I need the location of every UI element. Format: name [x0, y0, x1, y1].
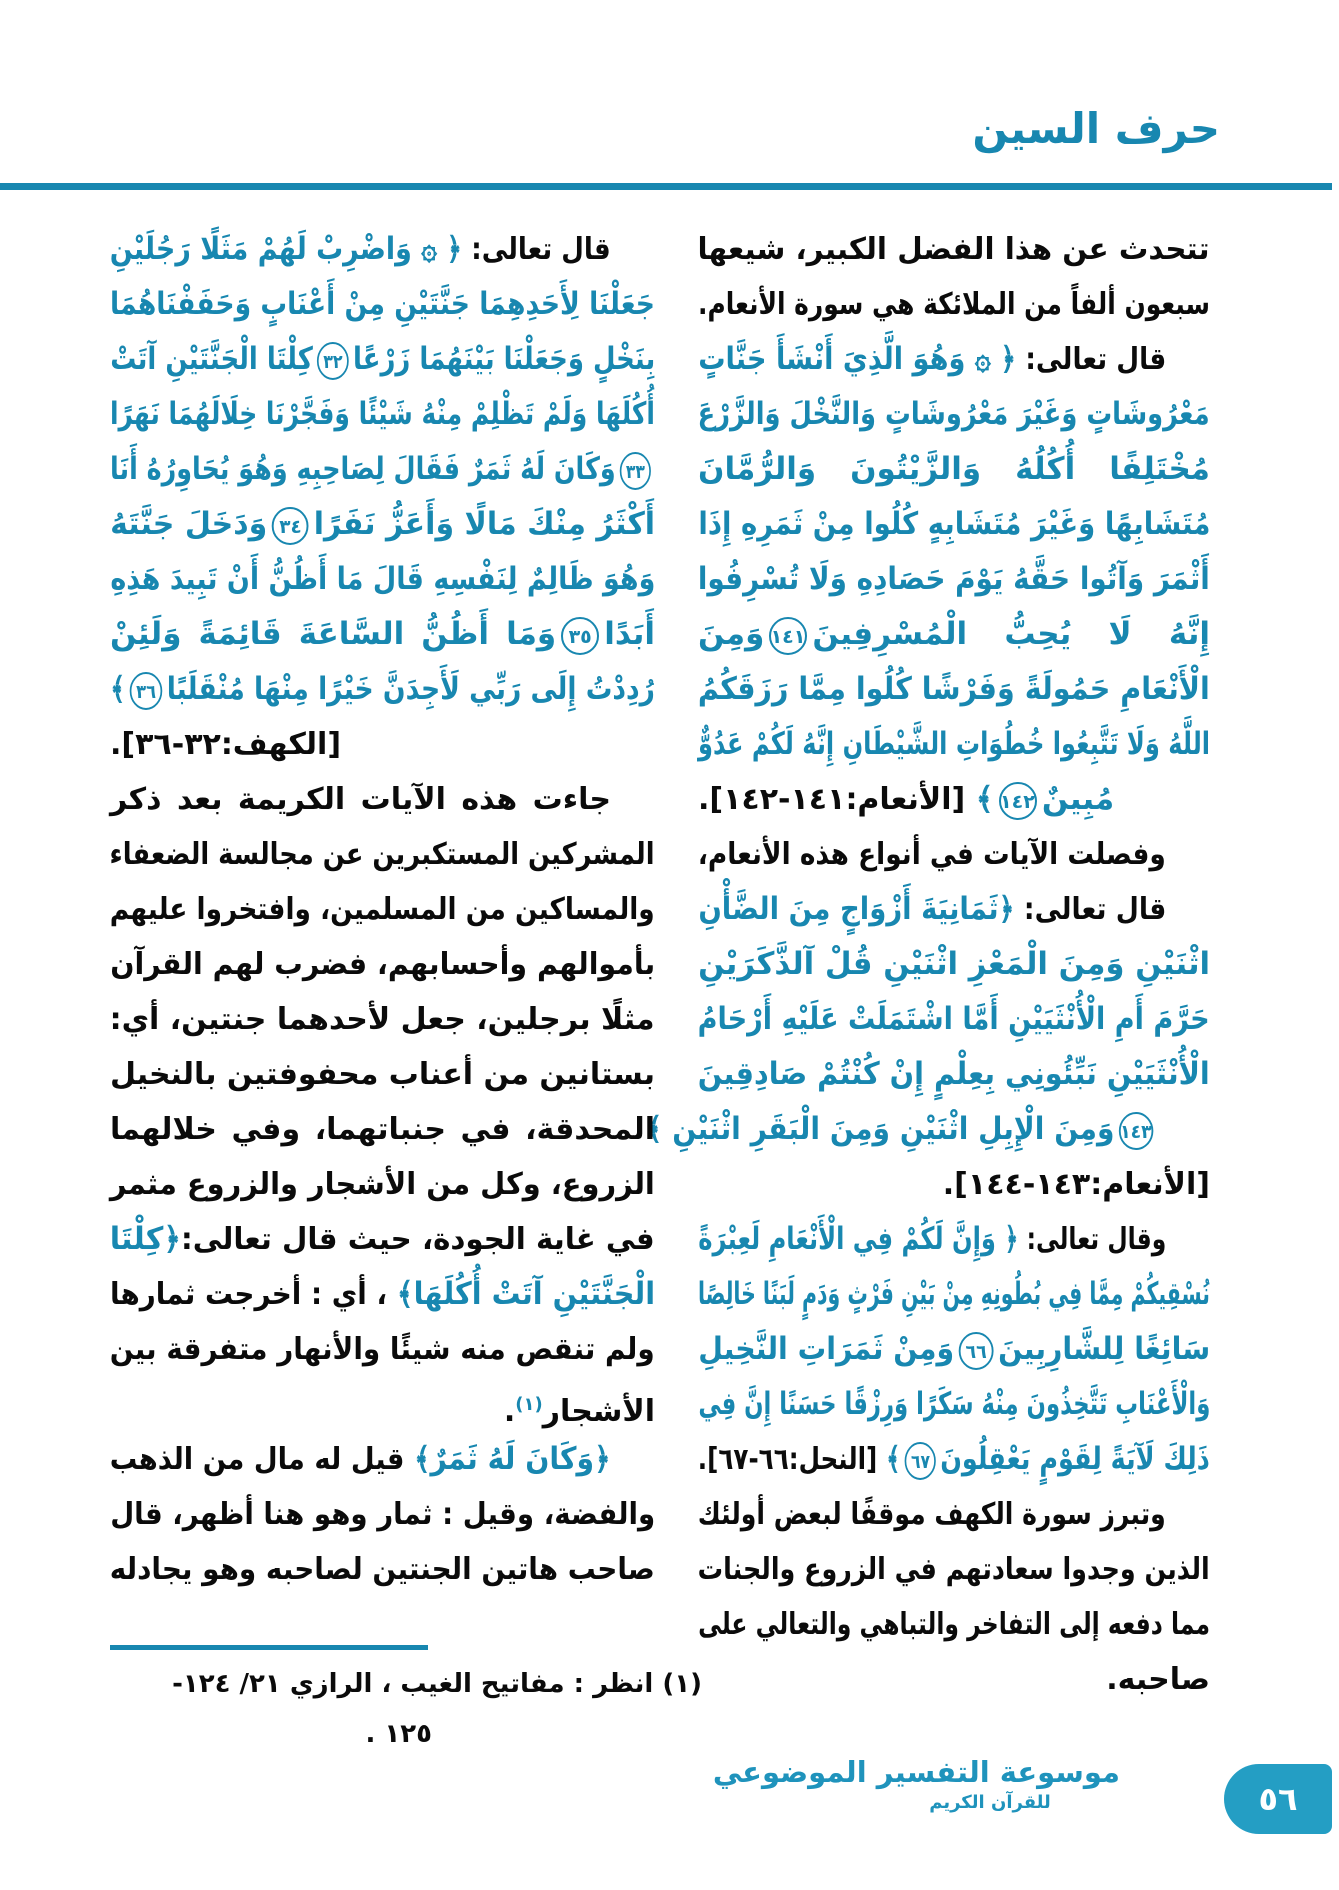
text-line: [110, 1322, 655, 1377]
text-line: [110, 387, 655, 442]
body-text: صاحبه.: [1106, 1662, 1210, 1697]
text-line-content: [698, 1212, 1166, 1267]
body-text: في غاية الجودة، حيث قال تعالى:: [181, 1222, 655, 1257]
body-text: [الكهف:٣٢-٣٦].: [110, 727, 342, 762]
publisher-logo-subtitle: للقرآن الكريم: [929, 1791, 1051, 1813]
text-line: [698, 1542, 1210, 1597]
quran-text: ﴿ثَمَانِيَةَ أَزْوَاجٍ مِنَ الضَّأْنِ: [698, 891, 1015, 927]
body-text: مما دفعه إلى التفاخر والتباهي والتعالي على: [698, 1607, 1210, 1642]
text-line-content: [110, 607, 655, 662]
text-line-content: [110, 1487, 655, 1542]
text-line-content: [110, 992, 655, 1047]
ayah-number-ornament: ١٤٢: [999, 782, 1037, 820]
text-line-content: [110, 1542, 655, 1597]
text-line: [110, 1542, 655, 1597]
text-line-content: [698, 1267, 1210, 1322]
text-line-content: [698, 1542, 1210, 1597]
text-line-content: [110, 332, 655, 387]
quran-text: اللَّهُ وَلَا تَتَّبِعُوا خُطُوَاتِ الشَّيْطَانِ إِنَّهُ لَكُمْ عَدُوٌّ: [698, 726, 1210, 762]
body-text: قال تعالى:: [1014, 892, 1166, 927]
quran-text: الْجَنَّتَيْنِ آتَتْ أُكُلَهَا﴾: [396, 1276, 655, 1312]
text-line: [698, 827, 1210, 882]
quran-text: أَبَدًا: [604, 616, 655, 652]
quran-text: جَعَلْنَا لِأَحَدِهِمَا جَنَّتَيْنِ مِنْ أَعْنَابٍ وَحَفَفْنَاهُمَا: [110, 286, 655, 322]
text-line: [110, 332, 655, 387]
ayah-number-ornament: ٣٤: [272, 507, 309, 545]
text-line: [110, 1047, 655, 1102]
text-line-content: [110, 937, 655, 992]
text-line-content: [110, 1157, 655, 1212]
quran-text: وَمِنَ الْإِبِلِ اثْنَيْنِ وَمِنَ الْبَقَرِ اثْنَيْنِ ﴾: [645, 1111, 1115, 1147]
text-line-content: [698, 1597, 1210, 1652]
text-line-content: [1106, 1652, 1210, 1707]
text-line: [698, 387, 1210, 442]
body-text: قال تعالى:: [1015, 342, 1166, 377]
ayah-number-ornament: ٣٥: [561, 617, 599, 655]
text-line: [110, 497, 655, 552]
body-text: تتحدث عن هذا الفضل الكبير، شيعها: [698, 232, 1210, 267]
text-line-content: [110, 1047, 655, 1102]
text-line-content: [698, 607, 1210, 662]
text-line-content: [110, 1267, 655, 1322]
quran-text: اثْنَيْنِ وَمِنَ الْمَعْزِ اثْنَيْنِ قُلْ آلذَّكَرَيْنِ: [698, 946, 1210, 982]
body-text: [الأنعام:١٤٣-١٤٤].: [942, 1167, 1210, 1202]
ayah-number-ornament: ٣٦: [130, 672, 163, 710]
quran-text: رُدِدْتُ إِلَى رَبِّي لَأَجِدَنَّ خَيْرًا مِنْهَا مُنْقَلَبًا: [166, 671, 656, 707]
text-line: [698, 1597, 1210, 1652]
body-text: الذين وجدوا سعادتهم في الزروع والجنات: [698, 1552, 1210, 1587]
text-line: [698, 332, 1210, 387]
text-line: [698, 1157, 1210, 1212]
text-line-content: [698, 1377, 1210, 1432]
text-line-content: [110, 1212, 655, 1267]
text-line-content: [943, 1157, 1210, 1212]
body-text: والمساكين من المسلمين، وافتخروا عليهم: [110, 892, 655, 927]
text-line: [698, 552, 1210, 607]
page-number-badge: ٥٦: [1224, 1764, 1332, 1834]
quran-text: وَالْأَعْنَابِ تَتَّخِذُونَ مِنْهُ سَكَرًا وَرِزْقًا حَسَنًا إِنَّ فِي: [698, 1386, 1210, 1422]
body-text: [الأنعام:١٤١-١٤٢].: [698, 782, 976, 817]
quran-text: وَمَا أَظُنُّ السَّاعَةَ قَائِمَةً وَلَئِنْ: [110, 616, 557, 652]
text-line: [110, 1432, 655, 1487]
ayah-number-ornament: ٣٣: [620, 452, 651, 490]
text-line: [698, 497, 1210, 552]
text-line-content: [698, 497, 1210, 552]
quran-text: ﴾: [975, 781, 994, 817]
text-line: [110, 277, 655, 332]
text-line: [698, 717, 1210, 772]
quran-text: ﴿ وَإِنَّ لَكُمْ فِي الْأَنْعَامِ لَعِبْرَةً: [698, 1221, 1019, 1257]
text-line-content: [504, 1377, 655, 1439]
text-line: [698, 882, 1210, 937]
text-line: [698, 442, 1210, 497]
quran-text: مُخْتَلِفًا أُكُلُهُ وَالزَّيْتُونَ وَالرُّمَّانَ: [698, 451, 1210, 487]
text-line-content: [698, 1487, 1166, 1542]
quran-text: كِلْتَا الْجَنَّتَيْنِ آتَتْ: [110, 341, 313, 377]
text-line-content: [110, 552, 655, 607]
body-text: المحدقة، في جنباتهما، وفي خلالهما: [110, 1112, 655, 1147]
quran-text: مُتَشَابِهًا وَغَيْرَ مُتَشَابِهٍ كُلُوا مِنْ ثَمَرِهِ إِذَا: [698, 506, 1210, 542]
quran-text: ﴾: [886, 1441, 902, 1477]
text-line: [698, 1047, 1210, 1102]
text-line-content: [110, 772, 611, 827]
text-line-content: [698, 1047, 1210, 1102]
footnote-marker: (١): [515, 1394, 543, 1415]
text-line: [110, 937, 655, 992]
text-line: [110, 662, 655, 717]
body-text: صاحب هاتين الجنتين لصاحبه وهو يجادله: [110, 1552, 655, 1587]
text-line-content: [698, 332, 1166, 387]
quran-text: بِنَخْلٍ وَجَعَلْنَا بَيْنَهُمَا زَرْعًا: [352, 341, 655, 377]
footnote-line-1: (١) انظر : مفاتيح الغيب ، الرازي ٢١/ ١٢٤-: [172, 1669, 702, 1699]
text-line: [698, 992, 1210, 1047]
text-line-content: [698, 277, 1210, 332]
body-text: وتبرز سورة الكهف موقفًا لبعض أولئك: [698, 1497, 1166, 1532]
quran-text: ﴿كِلْتَا: [110, 1221, 182, 1257]
text-line: [110, 1487, 655, 1542]
text-line-content: [110, 442, 655, 497]
body-text: قال تعالى:: [462, 232, 611, 267]
text-line-content: [698, 387, 1210, 442]
text-line: [698, 607, 1210, 662]
body-text: جاءت هذه الآيات الكريمة بعد ذكر: [110, 782, 611, 817]
text-line-content: [698, 442, 1210, 497]
publisher-logo-title: موسوعة التفسير الموضوعي: [712, 1755, 1120, 1789]
text-line-content: [698, 662, 1210, 717]
text-line: [110, 1212, 655, 1267]
text-line: [110, 222, 655, 277]
quran-text: الْأُنْثَيَيْنِ نَبِّئُونِي بِعِلْمٍ إِنْ كُنْتُمْ صَادِقِينَ: [698, 1056, 1210, 1092]
footnote-line-2: ١٢٥ .: [365, 1719, 432, 1749]
text-line: [110, 1102, 655, 1157]
text-line-content: [698, 222, 1210, 277]
ayah-number-ornament: ١٤١: [769, 617, 807, 655]
body-text: وقال تعالى:: [1018, 1222, 1166, 1257]
text-line: [698, 937, 1210, 992]
text-line-content: [646, 1102, 1158, 1157]
quran-text: أَثْمَرَ وَآتُوا حَقَّهُ يَوْمَ حَصَادِهِ وَلَا تُسْرِفُوا: [698, 561, 1210, 597]
text-line: [698, 1487, 1210, 1542]
quran-text: إِنَّهُ لَا يُحِبُّ الْمُسْرِفِينَ: [812, 616, 1210, 652]
text-line: [698, 772, 1210, 827]
text-line-content: [698, 937, 1210, 992]
quran-text: ﴾: [110, 671, 126, 707]
quran-text: وَكَانَ لَهُ ثَمَرٌ فَقَالَ لِصَاحِبِهِ وَهُوَ يُحَاوِرُهُ أَنَا: [110, 451, 616, 487]
ayah-number-ornament: ٦٦: [958, 1332, 993, 1370]
text-line: [698, 1432, 1210, 1487]
publisher-logo: [712, 1755, 1120, 1813]
text-line-content: [110, 277, 655, 332]
body-text: المشركين المستكبرين عن مجالسة الضعفاء: [110, 837, 655, 872]
quran-text: سَائِغًا لِلشَّارِبِينَ: [997, 1331, 1210, 1367]
text-line-content: [698, 992, 1210, 1047]
text-line: [110, 882, 655, 937]
quran-text: وَمِنْ ثَمَرَاتِ النَّخِيلِ: [698, 1331, 954, 1367]
header-rule: [0, 183, 1332, 190]
quran-text: مَعْرُوشَاتٍ وَغَيْرَ مَعْرُوشَاتٍ وَالنَّخْلَ وَالزَّرْعَ: [698, 396, 1210, 432]
ayah-number-ornament: ٣٢: [317, 342, 349, 380]
ayah-number-ornament: ١٤٣: [1119, 1112, 1153, 1150]
text-line: [110, 772, 655, 827]
text-line: [110, 442, 655, 497]
body-text: الزروع، وكل من الأشجار والزروع مثمر: [110, 1167, 655, 1202]
text-line: [110, 717, 655, 772]
text-line-content: [698, 1322, 1210, 1377]
text-line-content: [698, 1432, 1210, 1487]
body-text: بستانين من أعناب محفوفتين بالنخيل: [110, 1057, 655, 1092]
text-line-content: [698, 552, 1210, 607]
text-line-content: [110, 387, 655, 442]
text-line-content: [110, 1102, 655, 1157]
text-line: [110, 827, 655, 882]
text-line-content: [698, 827, 1166, 882]
body-text: مثلًا برجلين، جعل لأحدهما جنتين، أي:: [110, 1002, 655, 1037]
body-text: بأموالهم وأحسابهم، فضرب لهم القرآن: [110, 947, 655, 982]
text-line-content: [110, 827, 655, 882]
text-line: [698, 1267, 1210, 1322]
text-line: [110, 607, 655, 662]
quran-text: وَدَخَلَ جَنَّتَهُ: [110, 506, 268, 542]
body-text: قيل له مال من الذهب: [110, 1442, 415, 1477]
body-text: والفضة، وقيل : ثمار وهو هنا أظهر، قال: [110, 1497, 655, 1532]
body-text: ، أي : أخرجت ثمارها: [110, 1277, 397, 1312]
text-line: [110, 992, 655, 1047]
footnote-block: [110, 1645, 702, 1758]
text-line-content: [698, 772, 1114, 827]
column-left: [110, 222, 655, 1597]
quran-text: ﴿ ۞ وَهُوَ الَّذِيَ أَنْشَأَ جَنَّاتٍ: [698, 341, 1016, 377]
text-line: [110, 552, 655, 607]
body-text: الأشجار: [542, 1394, 655, 1429]
text-line: [698, 1212, 1210, 1267]
text-line-content: [110, 1322, 655, 1377]
body-text: ولم تنقص منه شيئًا والأنهار متفرقة بين: [110, 1332, 655, 1367]
body-text: [النحل:٦٦-٦٧].: [698, 1442, 887, 1477]
column-right: [645, 222, 1210, 1707]
text-line: [110, 1377, 655, 1432]
quran-text: أَكْثَرُ مِنْكَ مَالًا وَأَعَزُّ نَفَرًا: [313, 506, 655, 542]
text-line: [698, 1322, 1210, 1377]
text-line: [698, 277, 1210, 332]
quran-text: وَمِنَ: [698, 616, 765, 652]
text-line-content: [698, 882, 1166, 937]
text-line: [698, 1377, 1210, 1432]
quran-text: وَهُوَ ظَالِمٌ لِنَفْسِهِ قَالَ مَا أَظُنُّ أَنْ تَبِيدَ هَذِهِ: [110, 561, 655, 597]
text-line: [698, 222, 1210, 277]
quran-text: نُسْقِيكُمْ مِمَّا فِي بُطُونِهِ مِنْ بَيْنِ فَرْثٍ وَدَمٍ لَبَنًا خَالِصًا: [698, 1276, 1210, 1312]
body-text: سبعون ألفاً من الملائكة هي سورة الأنعام.: [698, 287, 1210, 322]
quran-text: أُكُلَهَا وَلَمْ تَظْلِمْ مِنْهُ شَيْئًا وَفَجَّرْنَا خِلَالَهُمَا نَهَرًا: [110, 396, 655, 432]
text-line: [110, 1157, 655, 1212]
quran-text: مُبِينٌ: [1041, 781, 1115, 817]
text-line: [698, 1652, 1210, 1707]
quran-text: الْأَنْعَامِ حَمُولَةً وَفَرْشًا كُلُوا مِمَّا رَزَقَكُمُ: [698, 671, 1210, 707]
text-line: [645, 1102, 1210, 1157]
text-line-content: [110, 882, 655, 937]
quran-text: حَرَّمَ أَمِ الْأُنْثَيَيْنِ أَمَّا اشْتَمَلَتْ عَلَيْهِ أَرْحَامُ: [698, 1001, 1210, 1037]
quran-text: ﴿وَكَانَ لَهُ ثَمَرٌ﴾: [414, 1441, 611, 1477]
footnote-separator: [110, 1645, 428, 1650]
body-text: .: [503, 1394, 516, 1429]
text-line: [110, 1267, 655, 1322]
text-line-content: [110, 222, 611, 277]
ayah-number-ornament: ٦٧: [905, 1442, 936, 1480]
text-line-content: [698, 717, 1210, 772]
text-line: [698, 662, 1210, 717]
text-line-content: [110, 1432, 611, 1487]
text-line-content: [110, 717, 341, 772]
text-line-content: [110, 497, 655, 552]
chapter-title: حرف السين: [972, 104, 1220, 153]
quran-text: ذَلِكَ لَآيَةً لِقَوْمٍ يَعْقِلُونَ: [940, 1441, 1210, 1477]
body-text: وفصلت الآيات في أنواع هذه الأنعام،: [698, 837, 1166, 872]
text-line-content: [110, 662, 655, 717]
quran-text: ﴿ ۞ وَاضْرِبْ لَهُمْ مَثَلًا رَجُلَيْنِ: [110, 231, 463, 267]
